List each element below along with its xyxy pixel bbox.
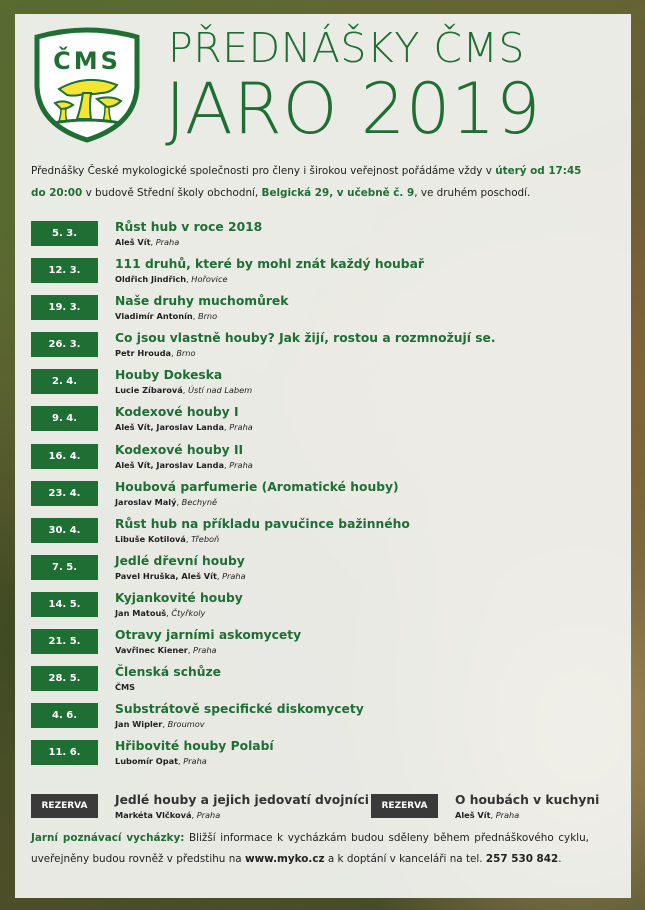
logo-text: ČMS xyxy=(53,47,121,75)
lecture-speaker: Oldřich Jindřich, Hořovice xyxy=(115,274,228,285)
footer-note xyxy=(31,828,589,870)
cms-logo xyxy=(31,27,143,143)
lecture-title: Kodexové houby II xyxy=(115,442,244,457)
reserve-speaker: Aleš Vít, Praha xyxy=(455,810,520,820)
date-badge: 19. 3. xyxy=(31,295,98,320)
lecture-row xyxy=(31,554,591,591)
reserve-badge: REZERVA xyxy=(31,794,98,818)
date-badge: 23. 4. xyxy=(31,481,98,506)
lecture-speaker: Pavel Hruška, Aleš Vít, Praha xyxy=(115,570,246,581)
lecture-speaker: Jan Wipler, Broumov xyxy=(115,719,205,730)
lecture-title: Kodexové houby I xyxy=(115,405,239,420)
lecture-row xyxy=(31,591,591,628)
lecture-row xyxy=(31,368,591,405)
lecture-speaker: Aleš Vít, Jaroslav Landa, Praha xyxy=(115,459,253,470)
lecture-row xyxy=(31,443,591,480)
lecture-title: 111 druhů, které by mohl znát každý houbař xyxy=(115,257,424,272)
date-badge: 26. 3. xyxy=(31,332,98,357)
lecture-title: Jedlé dřevní houby xyxy=(115,553,245,568)
date-badge: 14. 5. xyxy=(31,592,98,617)
intro-text-2: v budově Střední školy obchodní, xyxy=(82,187,262,199)
date-badge: 9. 4. xyxy=(31,406,98,431)
reserve-badge: REZERVA xyxy=(371,794,438,818)
date-badge: 4. 6. xyxy=(31,703,98,728)
lecture-title: Substrátově specifické diskomycety xyxy=(115,702,364,717)
intro-paragraph xyxy=(31,160,589,204)
lecture-title: Houbová parfumerie (Aromatické houby) xyxy=(115,479,399,494)
date-badge: 16. 4. xyxy=(31,444,98,469)
lecture-speaker: Vavřinec Kiener, Praha xyxy=(115,645,217,656)
lecture-row xyxy=(31,517,591,554)
date-badge: 30. 4. xyxy=(31,518,98,543)
lecture-title: Houby Dokeska xyxy=(115,368,223,383)
lecture-title: Kyjankovité houby xyxy=(115,590,243,605)
date-badge: 5. 3. xyxy=(31,221,98,246)
lecture-title: Hřibovité houby Polabí xyxy=(115,739,274,754)
title-line2: JARO 2019 xyxy=(165,68,541,150)
footer-lead: Jarní poznávací vycházky: xyxy=(31,832,185,844)
date-badge: 12. 3. xyxy=(31,258,98,283)
lecture-speaker: Lubomír Opat, Praha xyxy=(115,756,207,767)
lecture-row xyxy=(31,665,591,702)
lecture-row xyxy=(31,331,591,368)
lecture-row xyxy=(31,257,591,294)
lecture-title: Otravy jarními askomycety xyxy=(115,628,302,643)
reserve-title: Jedlé houby a jejich jedovatí dvojníci xyxy=(115,793,369,807)
lecture-title: Naše druhy muchomůrek xyxy=(115,294,289,309)
lecture-speaker: Petr Hrouda, Brno xyxy=(115,348,196,359)
intro-text-1: Přednášky České mykologické společnosti pro členy i širokou veřejnost pořádáme vždy v xyxy=(31,165,496,177)
lecture-row xyxy=(31,480,591,517)
lecture-list xyxy=(31,220,591,776)
date-badge: 7. 5. xyxy=(31,555,98,580)
title-line1: PŘEDNÁŠKY ČMS xyxy=(168,24,525,72)
lecture-speaker: Aleš Vít, Jaroslav Landa, Praha xyxy=(115,422,253,433)
date-badge: 28. 5. xyxy=(31,666,98,691)
lecture-row xyxy=(31,294,591,331)
lecture-speaker: Jaroslav Malý, Bechyně xyxy=(115,496,218,507)
intro-text-3: , ve druhém poschodí. xyxy=(414,187,531,199)
lecture-speaker: Libuše Kotilová, Třeboň xyxy=(115,533,220,544)
reserve-title: O houbách v kuchyni xyxy=(455,793,600,807)
intro-time: úterý od 17:45 do 20:00 xyxy=(31,165,582,199)
lecture-row xyxy=(31,702,591,739)
reserve-row xyxy=(31,778,600,820)
lecture-row xyxy=(31,220,591,257)
lecture-title: Členská schůze xyxy=(115,665,222,680)
lecture-speaker: ČMS xyxy=(115,682,136,693)
date-badge: 21. 5. xyxy=(31,629,98,654)
lecture-speaker: Jan Matouš, Čtyřkoly xyxy=(115,607,206,618)
lecture-speaker: Vladimír Antonín, Brno xyxy=(115,311,218,322)
date-badge: 2. 4. xyxy=(31,369,98,394)
lecture-row xyxy=(31,739,591,776)
footer-text: Bližší informace k vycházkám budou sděleny během přednáškového cyklu, uveřejněny budou rovněž v předstihu na xyxy=(31,832,589,865)
footer-web-link[interactable]: www.myko.cz xyxy=(244,853,325,865)
lecture-row xyxy=(31,628,591,665)
lecture-speaker: Lucie Zíbarová, Ústí nad Labem xyxy=(115,385,253,396)
lecture-row xyxy=(31,405,591,442)
lecture-title: Co jsou vlastně houby? Jak žijí, rostou a rozmnožují se. xyxy=(115,331,496,346)
intro-address: Belgická 29, v učebně č. 9 xyxy=(261,187,415,199)
footer-text: . xyxy=(558,853,562,865)
lecture-speaker: Aleš Vít, Praha xyxy=(115,237,180,247)
footer-text: a k doptání v kanceláři na tel. xyxy=(324,853,486,865)
footer-phone: 257 530 842 xyxy=(485,853,559,865)
lecture-title: Růst hub na příkladu pavučince bažinného xyxy=(115,516,410,531)
lecture-title: Růst hub v roce 2018 xyxy=(115,220,263,234)
date-badge: 11. 6. xyxy=(31,740,98,765)
reserve-speaker: Markéta Vlčková, Praha xyxy=(115,810,221,820)
